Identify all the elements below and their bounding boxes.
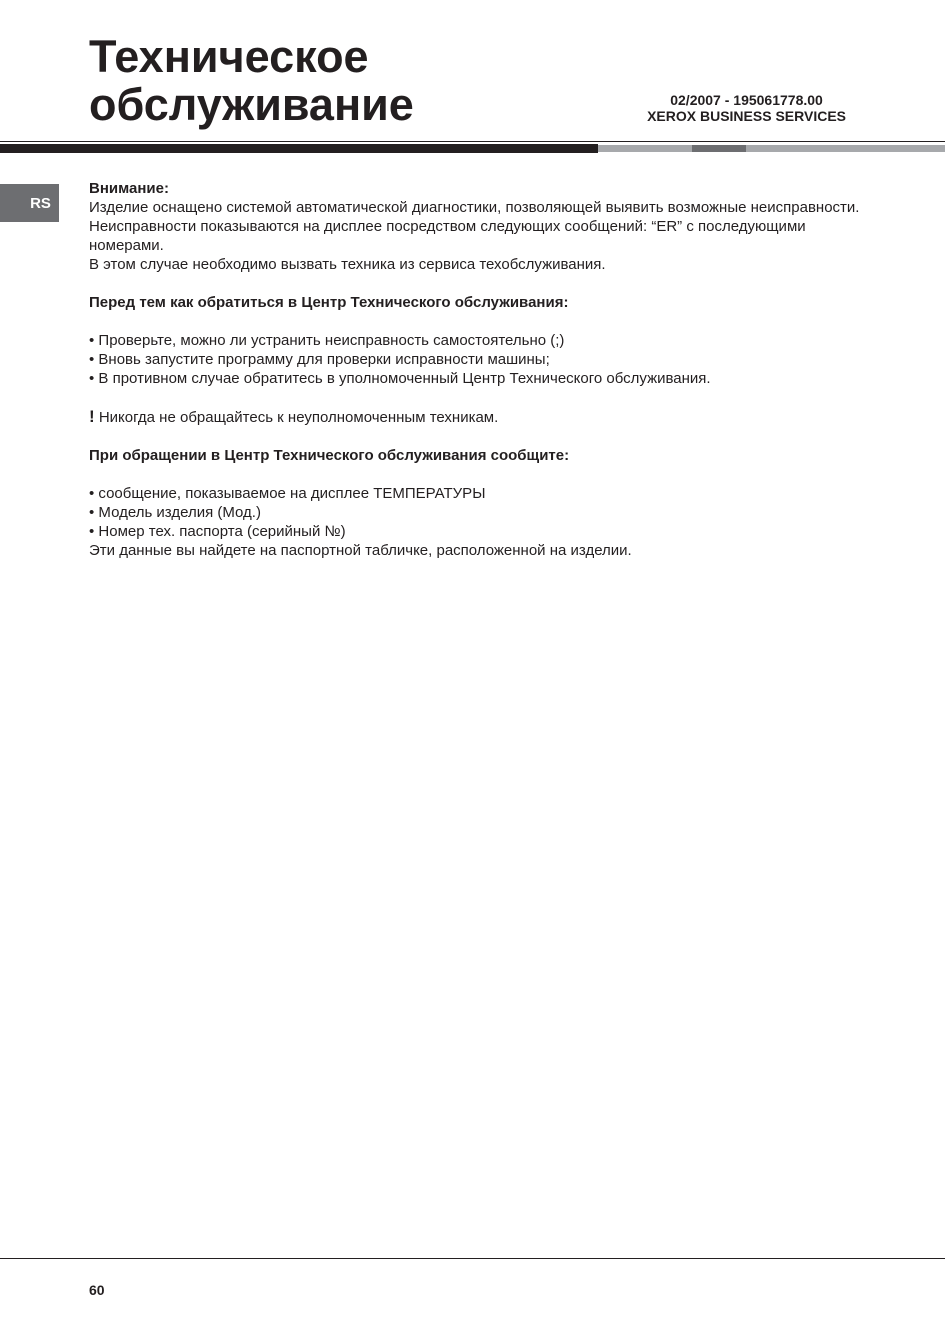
list-item: • Номер тех. паспорта (серийный №) xyxy=(89,523,346,540)
list-item: • Модель изделия (Мод.) xyxy=(89,504,261,521)
main-content xyxy=(89,179,889,560)
attention-line: Неисправности показываются на дисплее посредством следующих сообщений: “ER” с последующими xyxy=(89,218,806,235)
page-number: 60 xyxy=(89,1282,105,1298)
list-item: • В противном случае обратитесь в уполномоченный Центр Технического обслуживания. xyxy=(89,370,711,387)
header-bar-light-2 xyxy=(746,145,945,152)
warning-text: Никогда не обращайтесь к неуполномоченным техникам. xyxy=(94,409,499,426)
list-item: • Вновь запустите программу для проверки исправности машины; xyxy=(89,351,550,368)
page-title-line-1: Техническое xyxy=(89,31,369,82)
attention-line: Изделие оснащено системой автоматической диагностики, позволяющей выявить возможные неисправности. xyxy=(89,199,860,216)
page-title xyxy=(89,33,414,129)
footer-divider xyxy=(0,1258,945,1259)
list-item: • сообщение, показываемое на дисплее ТЕМПЕРАТУРЫ xyxy=(89,485,486,502)
closing-text: Эти данные вы найдете на паспортной табличке, расположенной на изделии. xyxy=(89,542,632,559)
attention-heading: Внимание: xyxy=(89,180,169,197)
warning-note xyxy=(89,407,889,427)
document-company: XEROX BUSINESS SERVICES xyxy=(647,108,846,124)
header-bar-light-1 xyxy=(598,145,692,152)
before-heading: Перед тем как обратиться в Центр Технического обслуживания: xyxy=(89,294,569,311)
attention-line: В этом случае необходимо вызвать техника из сервиса техобслуживания. xyxy=(89,256,606,273)
attention-line: номерами. xyxy=(89,237,164,254)
document-info xyxy=(647,92,846,124)
page-title-line-2: обслуживание xyxy=(89,79,414,130)
list-item: • Проверьте, можно ли устранить неисправность самостоятельно (;) xyxy=(89,332,565,349)
warning-icon: ! xyxy=(89,407,95,426)
header-bar-dark xyxy=(0,144,598,153)
when-heading: При обращении в Центр Технического обслуживания сообщите: xyxy=(89,447,570,464)
header-bar-mid xyxy=(692,145,746,152)
header-divider xyxy=(0,141,945,142)
document-code: 02/2007 - 195061778.00 xyxy=(670,92,823,108)
language-tab: RS xyxy=(0,184,59,222)
